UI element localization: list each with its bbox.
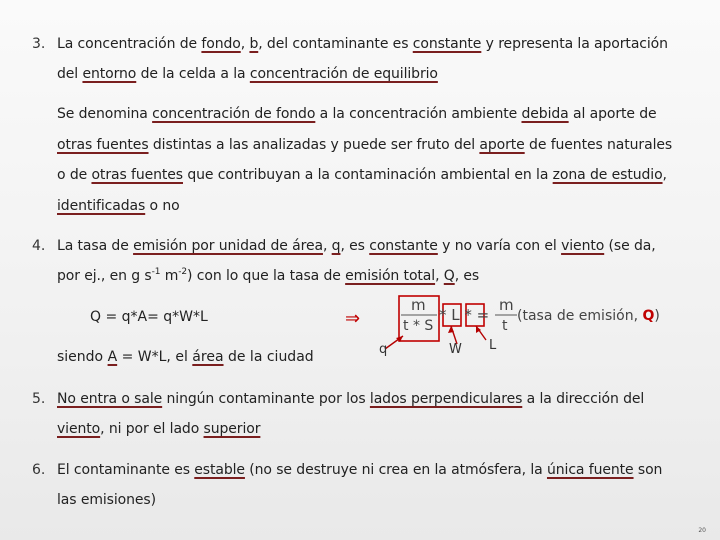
underlined-term: concentración de equilibrio (249, 66, 438, 82)
underlined-term: q (331, 238, 341, 254)
text: m (160, 268, 179, 284)
text: , (240, 36, 250, 52)
underlined-term: viento (57, 421, 101, 437)
text: , ni por el lado (100, 421, 204, 437)
denominator-ts: t * S (403, 318, 434, 334)
paragraph-5-line-2 (57, 421, 260, 437)
underlined-term: entorno (82, 66, 137, 82)
numerator-m-right: m (499, 296, 514, 314)
unit-derivation-figure (345, 292, 675, 364)
text: , es (340, 238, 370, 254)
text: La concentración de (57, 36, 202, 52)
underlined-term: aporte (479, 137, 525, 153)
area-definition (57, 349, 314, 365)
paragraph-3b-line-3 (57, 167, 667, 183)
underlined-term: única fuente (546, 462, 634, 478)
paragraph-3-line-2 (57, 66, 438, 82)
emission-formula: Q = q*A= q*W*L (90, 309, 208, 325)
text: La tasa de (57, 238, 134, 254)
text: son (633, 462, 663, 478)
text: , (435, 268, 444, 284)
text: y representa la aportación (481, 36, 668, 52)
underlined-term: constante (369, 238, 438, 254)
underlined-term: No entra o sale (57, 391, 163, 407)
label-l: L (489, 338, 497, 353)
implies-arrow-icon: ⇒ (345, 308, 361, 329)
text: ningún contaminante por los (162, 391, 370, 407)
numerator-m: m (411, 296, 426, 314)
underlined-term: constante (412, 36, 482, 52)
arrowhead-w (448, 326, 454, 333)
text: Se denomina (57, 106, 153, 122)
underlined-term: estable (194, 462, 245, 478)
total-rate-symbol: Q (642, 308, 655, 324)
underlined-term: debida (521, 106, 569, 122)
text: y no varía con el (437, 238, 562, 254)
underlined-term: zona de estudio (552, 167, 663, 183)
superscript: -2 (178, 267, 188, 277)
paragraph-5-line-1 (57, 391, 644, 407)
text: o no (145, 198, 180, 214)
underlined-term: área (192, 349, 224, 365)
text: del (57, 66, 83, 82)
underlined-term: identificadas (57, 198, 146, 214)
text: , (322, 238, 332, 254)
total-rate-label (517, 308, 660, 324)
text: El contaminante es (57, 462, 195, 478)
text: a la concentración ambiente (315, 106, 522, 122)
underlined-term: b (249, 36, 259, 52)
text: las emisiones) (57, 492, 156, 508)
text: de fuentes naturales (524, 137, 673, 153)
underlined-term: A (107, 349, 118, 365)
paragraph-6-line-2 (57, 492, 156, 508)
underlined-term: lados perpendiculares (369, 391, 523, 407)
text: (no se destruye ni crea en la atmósfera, la (244, 462, 547, 478)
text: o de (57, 167, 92, 183)
label-w: W (449, 342, 462, 357)
underlined-term: emisión por unidad de área (133, 238, 323, 254)
text: al aporte de (568, 106, 657, 122)
text: ) con lo que la tasa de (187, 268, 346, 284)
underlined-term: otras fuentes (91, 167, 183, 183)
paragraph-4-line-2 (57, 268, 479, 284)
paragraph-3b-line-2 (57, 137, 672, 153)
paragraph-3b-line-1 (57, 106, 657, 122)
text: , del contaminante es (258, 36, 413, 52)
text: a la dirección del (522, 391, 645, 407)
list-number-6: 6. (32, 462, 46, 478)
page-number: 20 (698, 527, 706, 534)
underlined-term: superior (203, 421, 261, 437)
underlined-term: otras fuentes (57, 137, 149, 153)
multiplication: * L * = (439, 306, 490, 324)
text: de la ciudad (223, 349, 314, 365)
paragraph-4-line-1 (57, 238, 656, 254)
paragraph-3-line-1 (57, 36, 668, 52)
text: = W*L, el (117, 349, 193, 365)
list-number-5: 5. (32, 391, 46, 407)
label-q: q (379, 342, 388, 357)
underlined-term: emisión total (345, 268, 436, 284)
text: , (662, 167, 667, 183)
text: ) (654, 308, 660, 324)
underlined-term: concentración de fondo (152, 106, 316, 122)
text: de la celda a la (136, 66, 250, 82)
text: por ej., en g s (57, 268, 152, 284)
list-number-3: 3. (32, 36, 46, 52)
list-number-4: 4. (32, 238, 46, 254)
paragraph-6-line-1 (57, 462, 662, 478)
paragraph-3b-line-4 (57, 198, 180, 214)
underlined-term: Q (443, 268, 455, 284)
underlined-term: fondo (201, 36, 241, 52)
underlined-term: viento (561, 238, 605, 254)
text: distintas a las analizadas y puede ser fruto del (148, 137, 480, 153)
text: , es (454, 268, 480, 284)
superscript: -1 (151, 267, 161, 277)
denominator-t: t (502, 318, 508, 334)
text: que contribuyan a la contaminación ambiental en la (183, 167, 553, 183)
text: (se da, (604, 238, 656, 254)
text: (tasa de emisión, (517, 308, 639, 324)
text: siendo (57, 349, 108, 365)
